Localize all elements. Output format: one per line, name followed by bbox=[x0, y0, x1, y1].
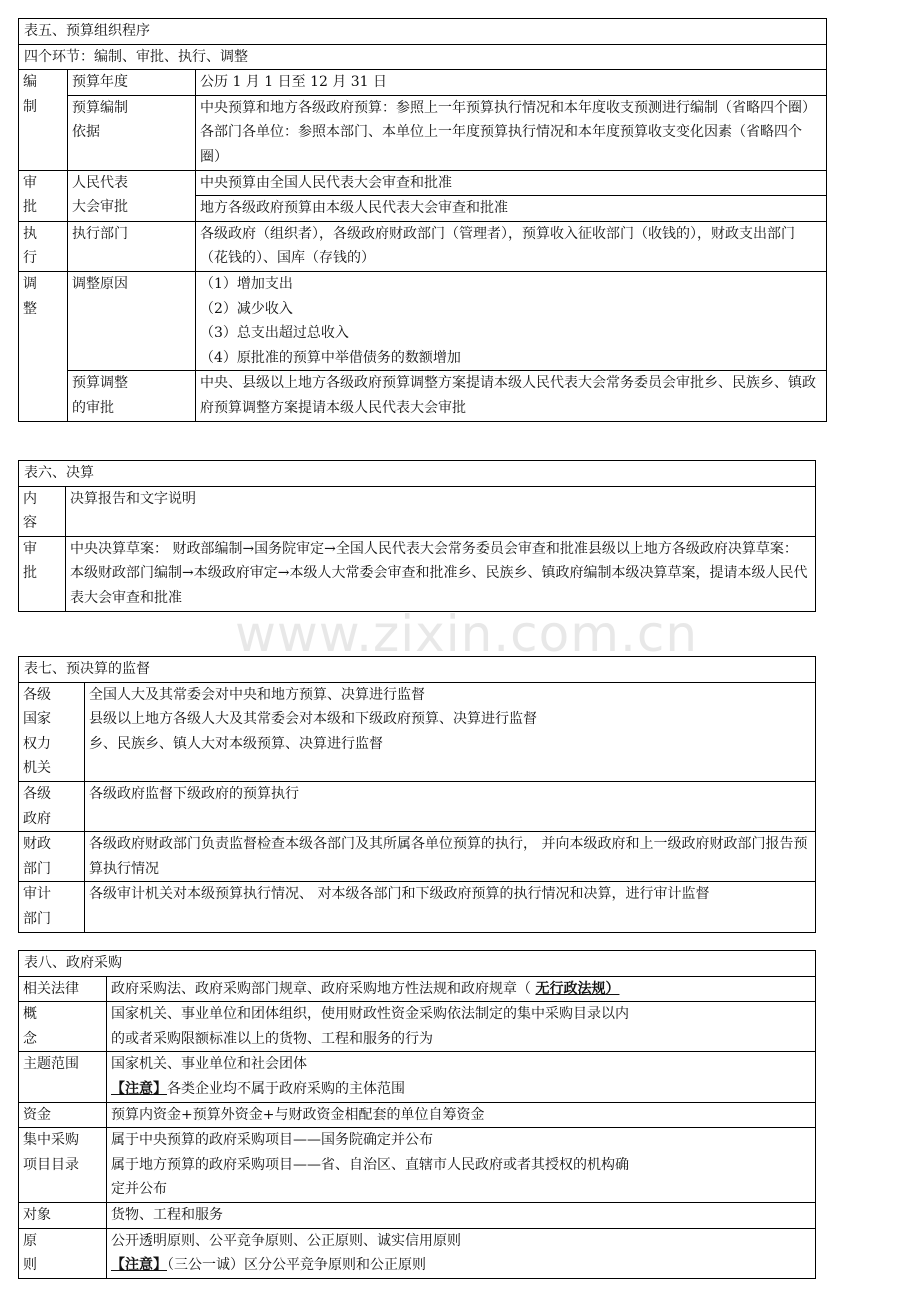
row-text-catalog: 属于中央预算的政府采购项目——国务院确定并公布 属于地方预算的政府采购项目——省、自治区、直辖市人民政府或者其授权的机构确 定并公布 bbox=[107, 1128, 816, 1203]
row-text-npc-central: 中央预算由全国人民代表大会审查和批准 bbox=[196, 170, 827, 196]
row-label-adjust-reason: 调整原因 bbox=[68, 271, 196, 370]
table-5-title: 表五、预算组织程序 bbox=[19, 19, 827, 45]
table-7-supervision bbox=[18, 656, 816, 933]
subject-scope-note bbox=[111, 1077, 811, 1102]
row-label-funds: 资金 bbox=[19, 1102, 107, 1128]
row-label-catalog: 集中采购 项目目录 bbox=[19, 1128, 107, 1203]
row-text-budget-basis: 中央预算和地方各级政府预算：参照上一年预算执行情况和本年度收支预测进行编制（省略四个圈） 各部门各单位：参照本部门、本单位上一年度预算执行情况和本年度预算收支变化因素（省略四个圈） bbox=[196, 95, 827, 170]
row-label-approval: 审 批 bbox=[19, 536, 66, 611]
row-label-adjust-approval: 预算调整 的审批 bbox=[68, 371, 196, 421]
note-key: 【注意】 bbox=[111, 1257, 167, 1274]
row-text-audit-dept: 各级审计机关对本级预算执行情况、 对本级各部门和下级政府预算的执行情况和决算，进行审计监督 bbox=[85, 882, 816, 932]
table-5-budget-procedure bbox=[18, 18, 827, 422]
row-text-laws bbox=[107, 976, 816, 1002]
watermark: www.zixin.com.cn bbox=[235, 605, 699, 663]
row-label-audit-dept: 审计 部门 bbox=[19, 882, 85, 932]
row-text-governments: 各级政府监督下级政府的预算执行 bbox=[85, 781, 816, 831]
table-8-title: 表八、政府采购 bbox=[19, 951, 816, 977]
section-label-bianzhi: 编 制 bbox=[19, 70, 68, 170]
row-text-state-power: 全国人大及其常委会对中央和地方预算、决算进行监督 县级以上地方各级人大及其常委会对本级和下级政府预算、决算进行监督 乡、民族乡、镇人大对本级预算、决算进行监督 bbox=[85, 682, 816, 781]
section-label-tiaozheng: 调 整 bbox=[19, 271, 68, 421]
row-label-governments: 各级 政府 bbox=[19, 781, 85, 831]
row-label-state-power: 各级 国家 权力 机关 bbox=[19, 682, 85, 781]
row-text-finance-dept: 各级政府财政部门负责监督检查本级各部门及其所属各单位预算的执行， 并向本级政府和上一级政府财政部门报告预算执行情况 bbox=[85, 832, 816, 882]
principles-note bbox=[111, 1253, 811, 1278]
row-label-principles: 原 则 bbox=[19, 1228, 107, 1278]
note-text: 各类企业均不属于政府采购的主体范围 bbox=[167, 1080, 405, 1097]
row-text-objects: 货物、工程和服务 bbox=[107, 1202, 816, 1228]
row-text-adjust-reason: （1）增加支出 （2）减少收入 （3）总支出超过总收入 （4）原批准的预算中举借债务的数额增加 bbox=[196, 271, 827, 370]
table-8-gov-procurement bbox=[18, 950, 816, 1279]
row-text-npc-local: 地方各级政府预算由本级人民代表大会审查和批准 bbox=[196, 196, 827, 222]
row-text-exec-dept: 各级政府（组织者），各级政府财政部门（管理者），预算收入征收部门（收钱的），财政支出部门（花钱的）、国库（存钱的） bbox=[196, 221, 827, 271]
table-5-subtitle: 四个环节：编制、审批、执行、调整 bbox=[19, 44, 827, 70]
section-label-zhixing: 执 行 bbox=[19, 221, 68, 271]
row-label-concept: 概 念 bbox=[19, 1002, 107, 1052]
note-key: 【注意】 bbox=[111, 1080, 167, 1097]
table-7-title: 表七、预决算的监督 bbox=[19, 657, 816, 683]
row-label-subject-scope: 主题范围 bbox=[19, 1052, 107, 1102]
principles-text: 公开透明原则、公平竞争原则、公正原则、诚实信用原则 bbox=[111, 1232, 461, 1249]
row-label-finance-dept: 财政 部门 bbox=[19, 832, 85, 882]
row-label-budget-basis: 预算编制 依据 bbox=[68, 95, 196, 170]
row-label-exec-dept: 执行部门 bbox=[68, 221, 196, 271]
row-text-content: 决算报告和文字说明 bbox=[66, 486, 816, 536]
row-text-subject-scope bbox=[107, 1052, 816, 1102]
row-text-approval: 中央决算草案： 财政部编制→国务院审定→全国人民代表大会常务委员会审查和批准县级以上地方各级政府决算草案： 本级财政部门编制→本级政府审定→本级人大常委会审查和批准乡、民族乡、镇政府编制本级决算草案，提请本级人民代表大会审查和批准 bbox=[66, 536, 816, 611]
row-label-content: 内 容 bbox=[19, 486, 66, 536]
laws-text: 政府采购法、政府采购部门规章、政府采购地方性法规和政府规章（ bbox=[111, 980, 531, 997]
laws-emphasis: 无行政法规） bbox=[535, 980, 620, 997]
row-text-funds: 预算内资金+预算外资金+与财政资金相配套的单位自筹资金 bbox=[107, 1102, 816, 1128]
row-label-budget-year: 预算年度 bbox=[68, 70, 196, 96]
row-label-npc-approval: 人民代表 大会审批 bbox=[68, 170, 196, 221]
section-label-shenpi: 审 批 bbox=[19, 170, 68, 221]
table-6-title: 表六、决算 bbox=[19, 461, 816, 487]
row-text-principles bbox=[107, 1228, 816, 1278]
subject-scope-text: 国家机关、事业单位和社会团体 bbox=[111, 1056, 307, 1073]
table-6-final-accounts bbox=[18, 460, 816, 612]
row-label-laws: 相关法律 bbox=[19, 976, 107, 1002]
row-text-adjust-approval: 中央、县级以上地方各级政府预算调整方案提请本级人民代表大会常务委员会审批乡、民族乡、镇政府预算调整方案提请本级人民代表大会审批 bbox=[196, 371, 827, 421]
row-text-concept: 国家机关、事业单位和团体组织，使用财政性资金采购依法制定的集中采购目录以内 的或者采购限额标准以上的货物、工程和服务的行为 bbox=[107, 1002, 816, 1052]
row-label-objects: 对象 bbox=[19, 1202, 107, 1228]
row-text-budget-year: 公历 1 月 1 日至 12 月 31 日 bbox=[196, 70, 827, 96]
note-text: （三公一诚）区分公平竞争原则和公正原则 bbox=[167, 1257, 426, 1274]
